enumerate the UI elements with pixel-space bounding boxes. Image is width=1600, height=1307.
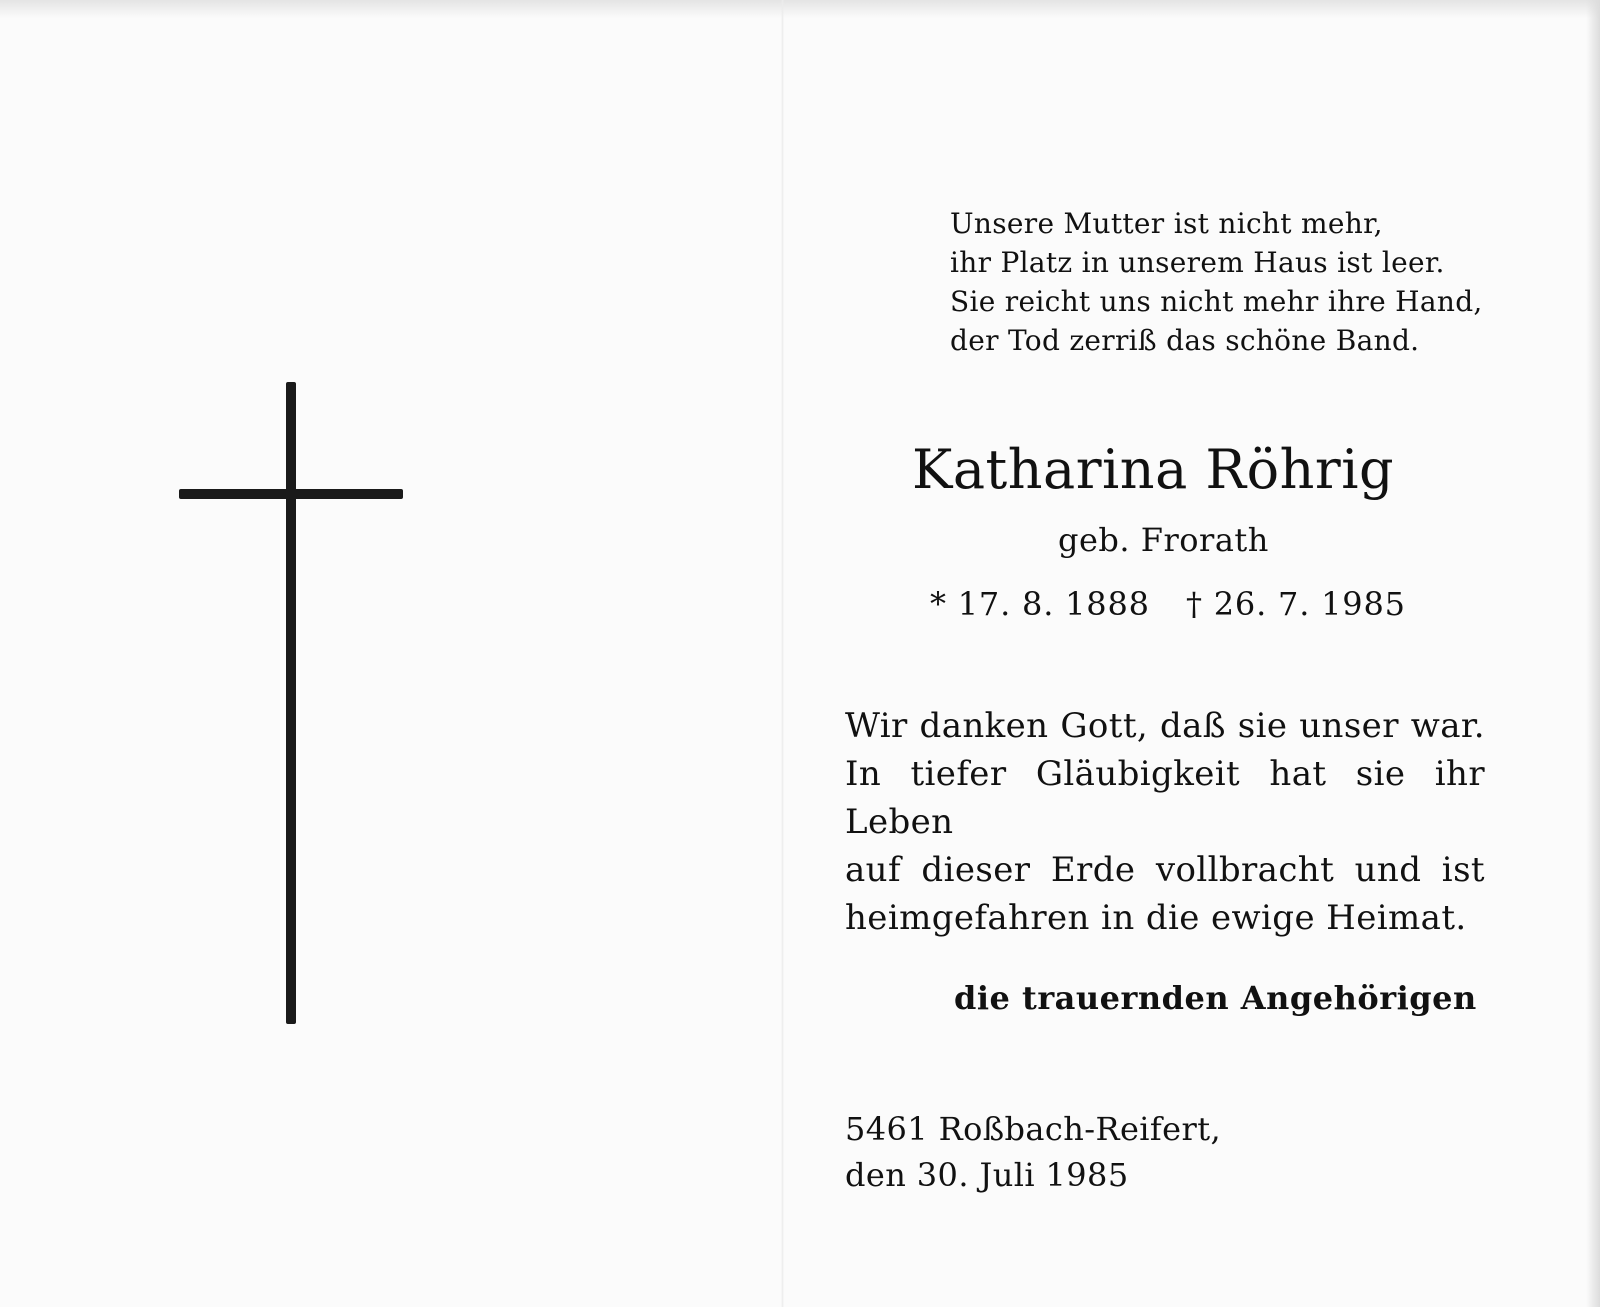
deceased-name: Katharina Röhrig — [912, 438, 1395, 501]
cross-horizontal-beam — [179, 489, 403, 499]
thanks-line: auf dieser Erde vollbracht und ist — [845, 850, 1485, 890]
thanks-paragraph — [845, 702, 1485, 942]
date-line: den 30. Juli 1985 — [845, 1156, 1129, 1194]
thanks-line: Wir danken Gott, daß sie unser war. — [845, 706, 1485, 746]
place-and-date — [845, 1106, 1221, 1198]
death-date: † 26. 7. 1985 — [1186, 585, 1406, 623]
cross-vertical-beam — [286, 382, 296, 1024]
thanks-line: In tiefer Gläubigkeit hat sie ihr Leben — [845, 754, 1485, 842]
verse-line: Sie reicht uns nicht mehr ihre Hand, — [950, 285, 1483, 318]
scan-shadow-top — [0, 0, 1600, 18]
verse-line: ihr Platz in unserem Haus ist leer. — [950, 246, 1445, 279]
mourners-signature: die trauernden Angehörigen — [954, 979, 1477, 1017]
thanks-line: heimgefahren in die ewige Heimat. — [845, 898, 1467, 938]
card-fold — [781, 0, 784, 1307]
birth-date: * 17. 8. 1888 — [930, 585, 1150, 623]
scan-shadow-right — [1586, 0, 1600, 1307]
maiden-name: geb. Frorath — [1058, 521, 1269, 559]
verse-line: Unsere Mutter ist nicht mehr, — [950, 207, 1383, 240]
verse-line: der Tod zerriß das schöne Band. — [950, 324, 1420, 357]
place-line: 5461 Roßbach-Reifert, — [845, 1110, 1222, 1148]
memorial-verse — [950, 204, 1483, 360]
